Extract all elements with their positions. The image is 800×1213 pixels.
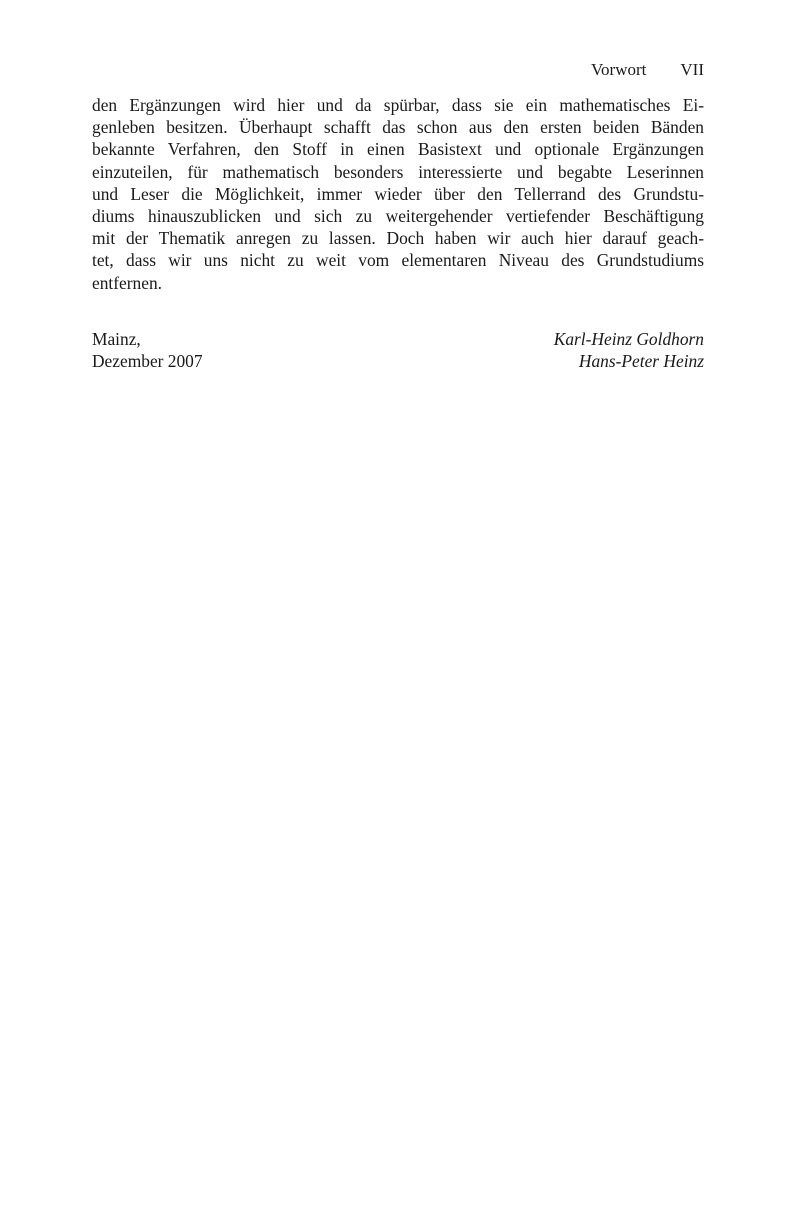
body-line: mit der Thematik anregen zu lassen. Doch haben wir auch hier darauf geach- (92, 228, 704, 249)
closing-date: Dezember 2007 (92, 351, 203, 372)
body-line: einzuteilen, für mathematisch besonders interessierte und begabte Leserinnen (92, 161, 704, 182)
body-line: diums hinauszublicken und sich zu weitergehender vertiefender Beschäftigung (92, 206, 704, 227)
body-line: bekannte Verfahren, den Stoff in einen Basistext und optionale Ergänzungen (92, 139, 704, 160)
running-head (92, 58, 704, 82)
page-number: VII (680, 60, 704, 79)
body-line: tet, dass wir uns nicht zu weit vom elementaren Niveau des Grundstudiums (92, 250, 704, 271)
author-name: Karl-Heinz Goldhorn (553, 329, 704, 349)
running-head-section: Vorwort (590, 60, 647, 79)
closing-place: Mainz, (92, 329, 141, 349)
body-paragraph (92, 94, 704, 294)
place-date (92, 328, 203, 372)
body-line: und Leser die Möglichkeit, immer wieder über den Tellerrand des Grundstu- (92, 183, 704, 204)
body-line: genleben besitzen. Überhaupt schafft das schon aus den ersten beiden Bänden (92, 117, 704, 138)
body-line: den Ergänzungen wird hier und da spürbar, dass sie ein mathematisches Ei- (92, 95, 704, 115)
author-signatures (554, 328, 704, 372)
author-name: Hans-Peter Heinz (578, 351, 704, 372)
body-line: entfernen. (92, 272, 163, 293)
